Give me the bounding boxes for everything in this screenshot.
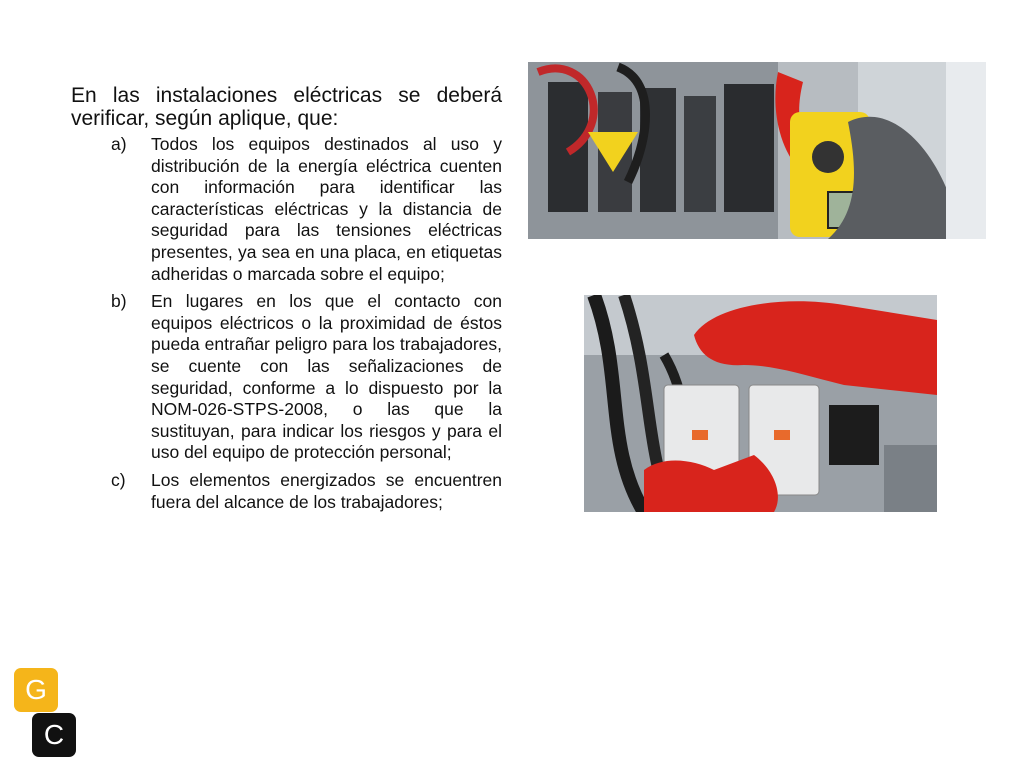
list-item-text: Todos los equipos destinados al uso y distribución de la energía eléctrica cuenten con información para identificar las características eléctricas y la distancia de seguridad para las tensiones eléctricas presentes, ya sea en una placa, en etiquetas adheridas o marcada sobre el equipo; xyxy=(151,134,502,284)
list-item-text: En lugares en los que el contacto con equipos eléctricos o la proximidad de éstos pueda entrañar peligro para los trabajadores, se cuente con las señalizaciones de seguridad, conforme a lo dispuesto por la NOM-026-STPS-2008, o las que la sustituyan, para indicar los riesgos y para el uso del equipo de protección personal; xyxy=(151,291,502,463)
list-item-text: Los elementos energizados se encuentren fuera del alcance de los trabajadores; xyxy=(151,469,502,512)
g-badge: G xyxy=(14,668,58,712)
list-item xyxy=(71,134,502,285)
list-marker: c) xyxy=(111,469,126,490)
list-item xyxy=(71,291,502,464)
gloves-photo xyxy=(584,295,937,512)
c-badge: C xyxy=(32,713,76,757)
content-text xyxy=(71,84,502,519)
list-marker: a) xyxy=(111,134,127,154)
clamp-meter-photo xyxy=(528,62,986,239)
list-marker: b) xyxy=(111,291,127,312)
gloves-illustration xyxy=(584,295,937,512)
clamp-meter-illustration xyxy=(528,62,986,239)
requirements-list xyxy=(71,134,502,513)
intro-paragraph: En las instalaciones eléctricas se deberá verificar, según aplique, que: xyxy=(71,84,502,130)
list-item xyxy=(71,470,502,513)
